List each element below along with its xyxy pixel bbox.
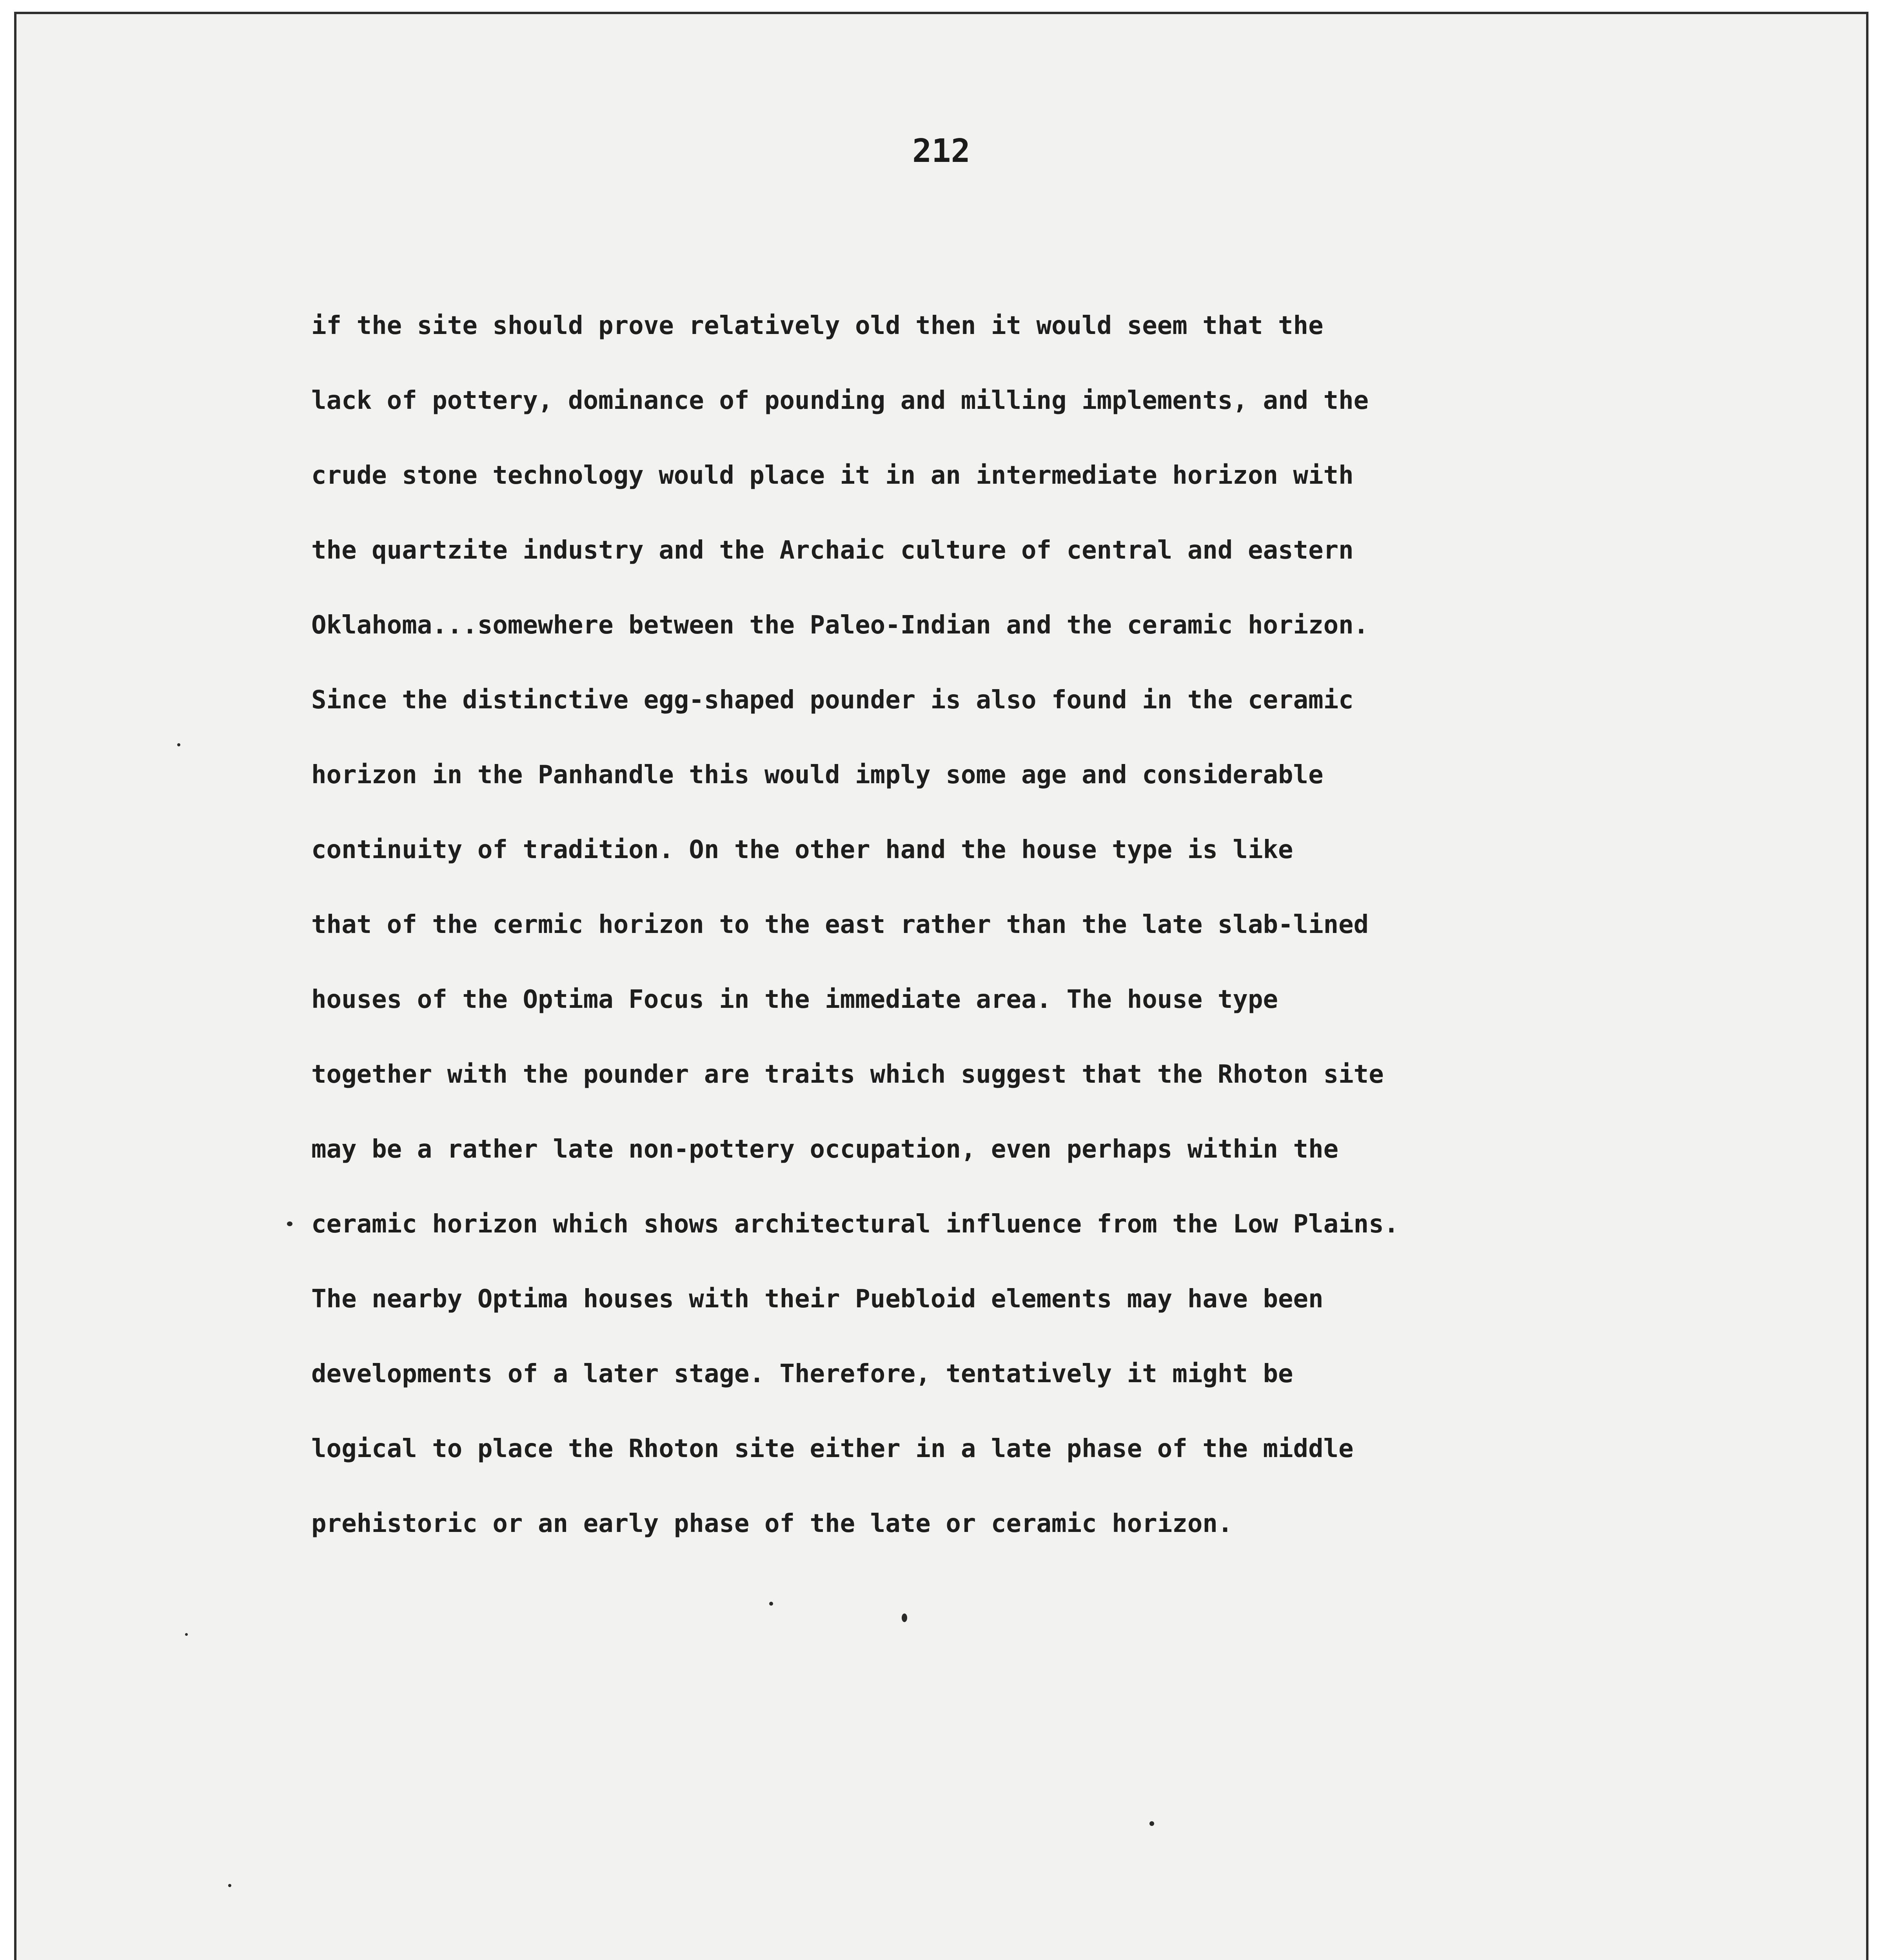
text-line: may be a rather late non-pottery occupation, even perhaps within the: [311, 1135, 1339, 1164]
text-line: houses of the Optima Focus in the immediate area. The house type: [311, 985, 1278, 1014]
scan-speck: [769, 1602, 773, 1606]
page-number: 212: [912, 132, 971, 170]
text-line: the quartzite industry and the Archaic culture of central and eastern: [311, 536, 1354, 565]
scan-speck: [902, 1613, 907, 1622]
document-page: [14, 12, 1868, 1960]
text-line: crude stone technology would place it in an intermediate horizon with: [311, 461, 1354, 490]
scan-speck: [185, 1633, 188, 1636]
scan-speck: [228, 1884, 231, 1887]
text-line: Oklahoma...somewhere between the Paleo-Indian and the ceramic horizon.: [311, 611, 1369, 640]
scan-speck: [177, 743, 180, 746]
text-line: horizon in the Panhandle this would imply some age and considerable: [311, 760, 1324, 789]
text-line: that of the cermic horizon to the east rather than the late slab-lined: [311, 910, 1369, 939]
text-line: if the site should prove relatively old then it would seem that the: [311, 311, 1324, 340]
text-line: lack of pottery, dominance of pounding and milling implements, and the: [311, 386, 1369, 415]
text-line: together with the pounder are traits which suggest that the Rhoton site: [311, 1060, 1384, 1089]
scan-speck: [287, 1221, 292, 1226]
scan-speck: [1149, 1821, 1154, 1826]
text-line: prehistoric or an early phase of the late or ceramic horizon.: [311, 1509, 1233, 1538]
text-line: ceramic horizon which shows architectural influence from the Low Plains.: [311, 1210, 1399, 1239]
text-line: logical to place the Rhoton site either in a late phase of the middle: [311, 1434, 1354, 1463]
text-line: developments of a later stage. Therefore, tentatively it might be: [311, 1359, 1293, 1388]
text-line: The nearby Optima houses with their Puebloid elements may have been: [311, 1285, 1324, 1314]
body-paragraph: [311, 289, 1644, 1561]
text-line: Since the distinctive egg-shaped pounder is also found in the ceramic: [311, 686, 1354, 715]
text-line: continuity of tradition. On the other hand the house type is like: [311, 835, 1293, 864]
